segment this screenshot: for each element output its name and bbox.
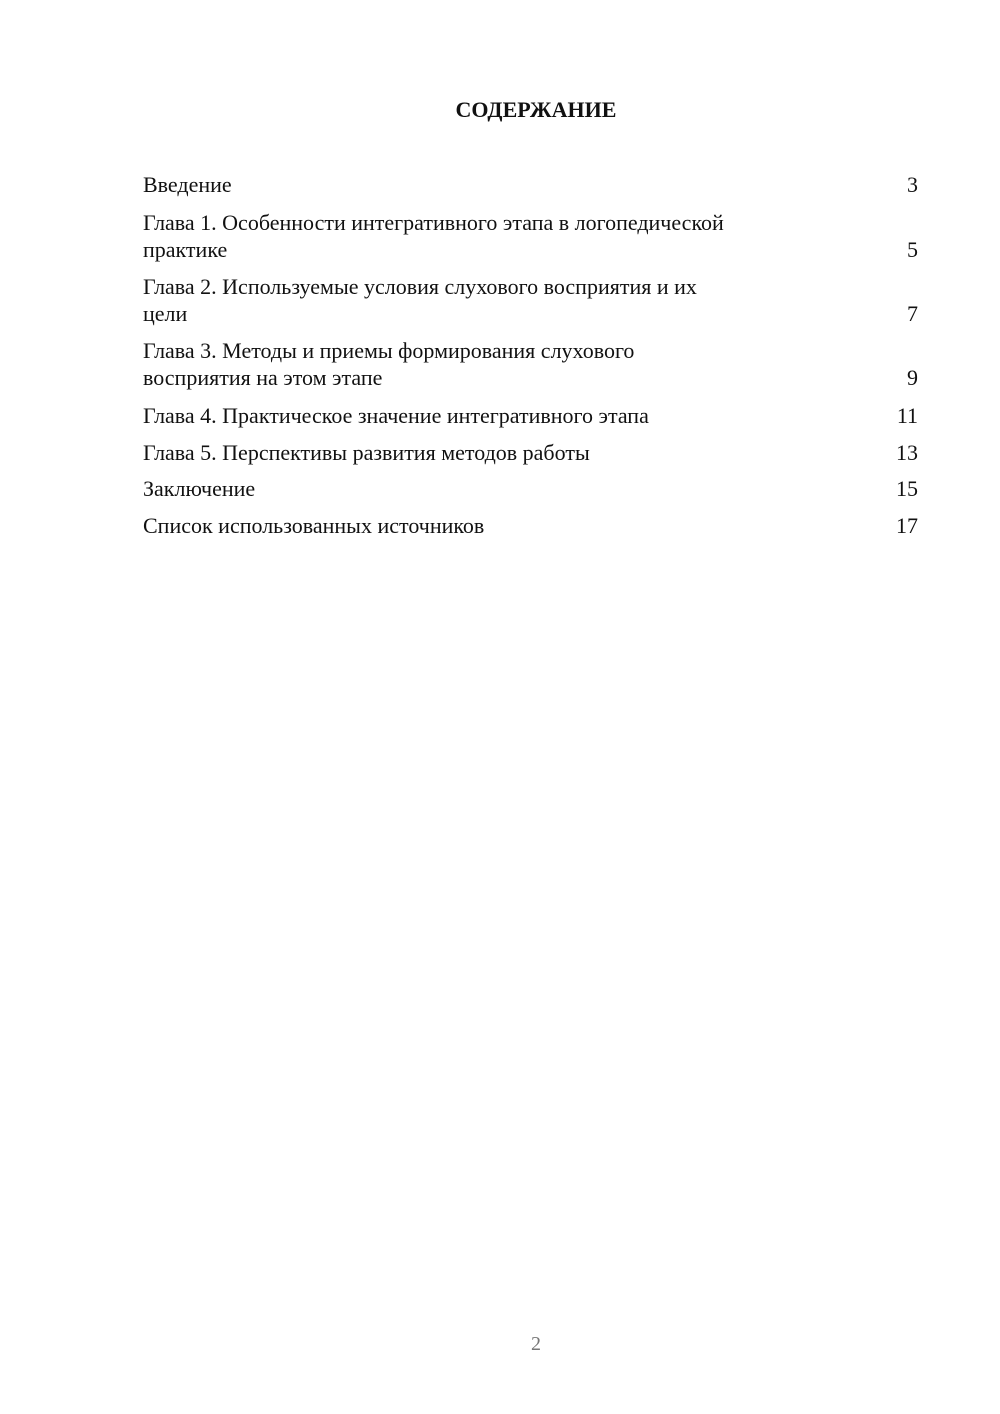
toc-entry-introduction[interactable]: [143, 171, 918, 198]
toc-entry-chapter-1[interactable]: [143, 209, 918, 263]
toc-entry-title: цели: [143, 301, 188, 326]
toc-entry-title: Список использованных источников: [143, 513, 485, 538]
toc-entry-chapter-2[interactable]: [143, 273, 918, 327]
toc-entry-title: восприятия на этом этапе: [143, 365, 383, 390]
toc-entry-title: практике: [143, 237, 228, 262]
toc-entry-chapter-3[interactable]: [143, 337, 918, 391]
toc-entry-title: Глава 2. Используемые условия слухового восприятия и их: [143, 274, 697, 299]
toc-entry-page: 3: [907, 172, 918, 197]
toc-entry-title: Глава 3. Методы и приемы формирования слухового: [143, 338, 635, 363]
toc-entry-references[interactable]: [143, 512, 918, 539]
toc-heading: СОДЕРЖАНИЕ: [455, 97, 617, 122]
toc-entry-conclusion[interactable]: [143, 475, 918, 502]
page-number: 2: [531, 1333, 541, 1355]
toc-entry-page: 7: [907, 301, 918, 326]
toc-entry-chapter-4[interactable]: [143, 402, 918, 429]
toc-entry-page: 5: [907, 237, 918, 262]
toc-entry-page: 9: [907, 365, 918, 390]
toc-entry-title: Глава 1. Особенности интегративного этапа в логопедической: [143, 210, 724, 235]
toc-entry-page: 15: [896, 476, 918, 501]
toc-entry-chapter-5[interactable]: [143, 439, 918, 466]
toc-entry-page: 17: [896, 513, 918, 538]
toc-entry-page: 11: [896, 403, 918, 428]
toc-entry-title: Заключение: [143, 476, 256, 501]
toc-entry-page: 13: [896, 440, 918, 465]
toc-entry-title: Глава 4. Практическое значение интегративного этапа: [143, 403, 649, 428]
toc-entry-title: Введение: [143, 172, 232, 197]
toc-entry-title: Глава 5. Перспективы развития методов работы: [143, 440, 590, 465]
